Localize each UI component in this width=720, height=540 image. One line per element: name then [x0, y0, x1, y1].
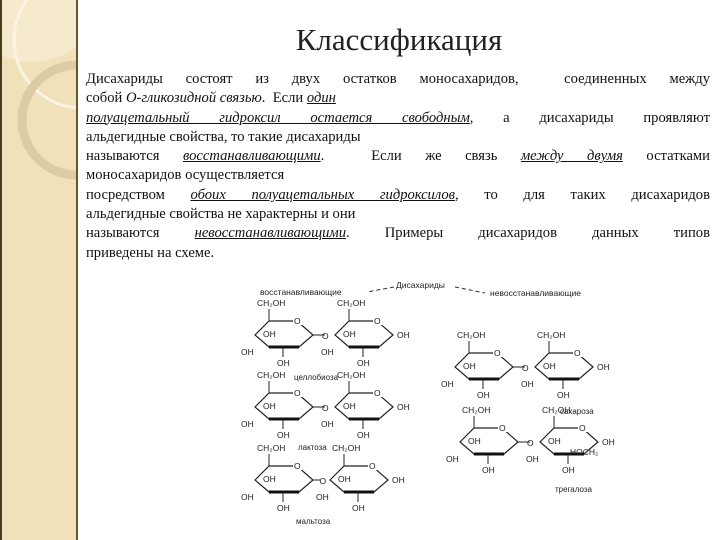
oh-label: OH — [343, 329, 356, 339]
oh-label: OH — [463, 361, 476, 371]
ch2oh-label: CH₂OH — [462, 405, 491, 415]
ring-oxygen-label: O — [374, 388, 381, 398]
oh-label: OH — [241, 492, 254, 502]
ch2oh-label: CH₂OH — [457, 330, 486, 340]
ring-oxygen-label: O — [499, 423, 506, 433]
arrow-reducing — [367, 287, 394, 292]
ring-oxygen-label: O — [369, 461, 376, 471]
oh-label: OH — [477, 390, 490, 400]
lactose-caption: лактоза — [298, 443, 327, 452]
oh-label: OH — [263, 474, 276, 484]
oh-label: OH — [446, 454, 459, 464]
oh-label: OH — [357, 358, 370, 368]
text-line: Дисахариды состоят из двух остатков моносахаридов, соединенных между — [86, 71, 710, 87]
oh-label: OH — [263, 329, 276, 339]
oh-label: OH — [562, 465, 575, 475]
ch2oh-label: CH₂OH — [257, 298, 286, 308]
oh-label: OH — [602, 437, 615, 447]
text-line: альдегидные свойства не характерны и они — [86, 206, 356, 223]
oh-label: OH — [338, 474, 351, 484]
reducing-label: восстанавливающие — [260, 287, 342, 297]
oh-label: OH — [316, 492, 329, 502]
maltose-caption: мальтоза — [296, 517, 331, 526]
oh-label: OH — [357, 430, 370, 440]
oh-label: OH — [241, 419, 254, 429]
slide-title: Классификация — [295, 22, 503, 57]
oh-label: OH — [392, 475, 405, 485]
oh-label: OH — [277, 358, 290, 368]
ring-oxygen-label: O — [574, 348, 581, 358]
text-line: приведены на схеме. — [86, 244, 215, 261]
oh-label: OH — [557, 390, 570, 400]
text-line: полуацетальный гидроксил остается свободным, а дисахариды проявляют — [86, 109, 710, 126]
bridge-oxygen-label: O — [522, 363, 529, 373]
trehalose-caption: трегалоза — [555, 485, 592, 494]
bridge-oxygen-label: O — [527, 438, 534, 448]
ring-oxygen-label: O — [294, 461, 301, 471]
text-line: моносахаридов осуществляется — [86, 167, 285, 184]
text-line: собой О-гликозидной связью. Если один — [86, 90, 336, 107]
ch2oh-label: CH₂OH — [257, 370, 286, 380]
bridge-oxygen-label: O — [319, 476, 327, 486]
oh-label: OH — [597, 362, 610, 372]
oh-label: OH — [543, 361, 556, 371]
ch2oh-label: CH₂OH — [537, 330, 566, 340]
ch2oh-label: CH₂OH — [337, 298, 366, 308]
ring-oxygen-label: O — [494, 348, 501, 358]
ring-oxygen-label: O — [374, 316, 381, 326]
ring-oxygen-label: O — [294, 388, 301, 398]
bridge-oxygen-label: O — [322, 331, 329, 341]
oh-label: OH — [526, 454, 539, 464]
sucrose-caption: сахароза — [560, 407, 594, 416]
ring-oxygen-label: O — [579, 423, 586, 433]
oh-label: OH — [468, 436, 481, 446]
text-line: называются восстанавливающими. Если же связь между двумя остатками — [86, 148, 710, 165]
oh-label: OH — [548, 436, 561, 446]
cellobiose-caption: целлобиоза — [294, 373, 339, 382]
text-line: называются невосстанавливающими. Примеры дисахаридов данных типов — [86, 225, 710, 242]
oh-label: OH — [263, 401, 276, 411]
oh-label: OH — [352, 503, 365, 513]
oh-label: OH — [321, 347, 334, 357]
oh-label: OH — [441, 379, 454, 389]
oh-label: OH — [343, 401, 356, 411]
oh-label: OH — [397, 330, 410, 340]
oh-label: OH — [241, 347, 254, 357]
oh-label: OH — [397, 402, 410, 412]
text-line: альдегидные свойства, то такие дисахариды — [86, 128, 361, 145]
text-line: посредством обоих полуацетальных гидроксилов, то для таких дисахаридов — [86, 186, 710, 203]
oh-label: OH — [277, 503, 290, 513]
oh-label: OH — [482, 465, 495, 475]
ch2oh-label: CH₂OH — [257, 443, 286, 453]
bridge-oxygen-label: O — [322, 403, 329, 413]
ch2oh-label: CH₂OH — [542, 405, 571, 415]
hoch2-label: HOCH₂ — [570, 447, 599, 457]
oh-label: OH — [321, 419, 334, 429]
scheme-root-label: Дисахариды — [396, 280, 445, 290]
oh-label: OH — [521, 379, 534, 389]
ring-oxygen-label: O — [294, 316, 301, 326]
ch2oh-label: CH₂OH — [332, 443, 361, 453]
nonreducing-label: невосстанавливающие — [490, 288, 582, 298]
ch2oh-label: CH₂OH — [337, 370, 366, 380]
oh-label: OH — [277, 430, 290, 440]
arrow-nonreducing — [455, 287, 485, 293]
